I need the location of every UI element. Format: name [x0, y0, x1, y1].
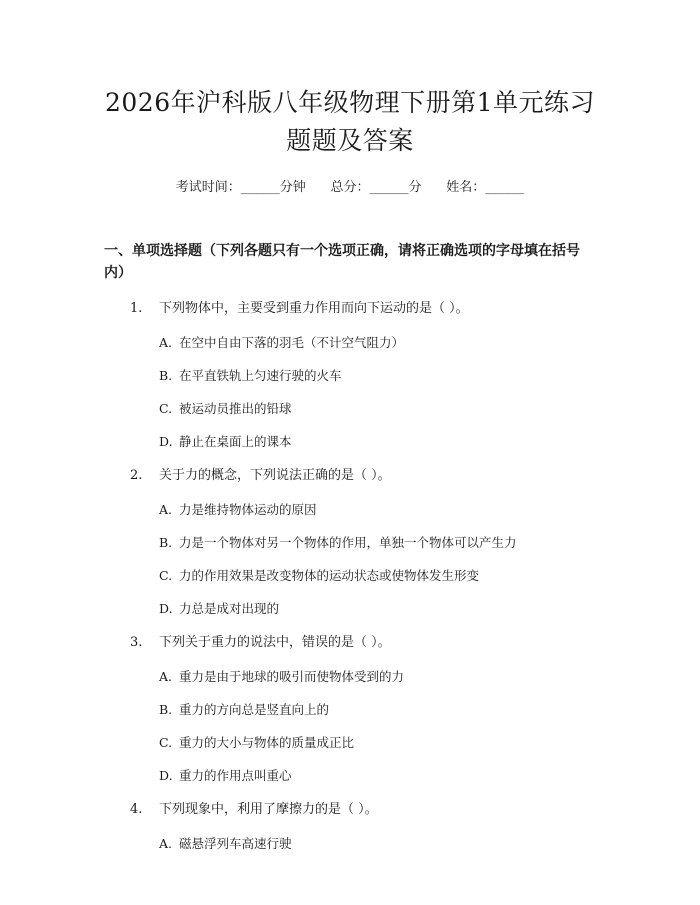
option-a — [104, 834, 596, 853]
question-text: 下列物体中，主要受到重力作用而向下运动的是（ ）。 — [159, 301, 469, 316]
exam-info-line: 考试时间：______分钟 总分：______分 姓名：______ — [175, 180, 525, 195]
document-title — [104, 0, 596, 160]
question-block — [104, 299, 596, 451]
option-c — [104, 733, 596, 752]
option-text: 在平直铁轨上匀速行驶的火车 — [179, 368, 342, 383]
option-a — [104, 333, 596, 352]
question-stem — [104, 800, 596, 820]
option-text: 在空中自由下落的羽毛（不计空气阻力） — [179, 335, 405, 350]
option-letter: D. — [159, 768, 173, 783]
option-letter: A. — [159, 669, 173, 684]
option-a — [104, 500, 596, 519]
option-letter: C. — [159, 401, 173, 416]
question-stem — [104, 633, 596, 653]
section-heading-line-2: 内） — [104, 265, 132, 281]
option-text: 力的作用效果是改变物体的运动状态或使物体发生形变 — [179, 568, 480, 583]
option-letter: A. — [159, 335, 173, 350]
question-text: 关于力的概念，下列说法正确的是（ ）。 — [159, 468, 391, 483]
option-text: 静止在桌面上的课本 — [179, 434, 292, 449]
option-text: 重力的方向总是竖直向上的 — [179, 702, 330, 717]
option-b — [104, 700, 596, 719]
title-line-2: 题题及答案 — [286, 126, 414, 155]
option-d — [104, 432, 596, 451]
option-letter: A. — [159, 836, 173, 851]
option-text: 被运动员推出的铅球 — [179, 401, 292, 416]
question-stem — [104, 466, 596, 486]
title-line-1: 2026年沪科版八年级物理下册第1单元练习 — [104, 88, 596, 117]
option-d — [104, 599, 596, 618]
question-stem — [104, 299, 596, 319]
option-c — [104, 566, 596, 585]
section-heading-line-1: 一、单项选择题（下列各题只有一个选项正确，请将正确选项的字母填在括号 — [104, 243, 580, 259]
option-letter: C. — [159, 568, 173, 583]
question-text: 下列现象中，利用了摩擦力的是（ ）。 — [159, 802, 378, 817]
question-block — [104, 466, 596, 618]
question-block — [104, 633, 596, 785]
option-text: 重力是由于地球的吸引而使物体受到的力 — [179, 669, 405, 684]
option-letter: D. — [159, 434, 173, 449]
option-letter: B. — [159, 535, 173, 550]
option-letter: D. — [159, 601, 173, 616]
option-b — [104, 533, 596, 552]
option-d — [104, 766, 596, 785]
question-block — [104, 800, 596, 853]
section-heading — [104, 240, 596, 284]
option-text: 磁悬浮列车高速行驶 — [179, 836, 292, 851]
option-letter: A. — [159, 502, 173, 517]
option-text: 力是维持物体运动的原因 — [179, 502, 317, 517]
option-text: 力总是成对出现的 — [179, 601, 280, 616]
question-number: 1. — [130, 301, 143, 316]
option-text: 重力的作用点叫重心 — [179, 768, 292, 783]
option-letter: B. — [159, 368, 173, 383]
option-a — [104, 667, 596, 686]
option-letter: C. — [159, 735, 173, 750]
question-number: 2. — [130, 468, 143, 483]
option-letter: B. — [159, 702, 173, 717]
option-text: 力是一个物体对另一个物体的作用，单独一个物体可以产生力 — [179, 535, 517, 550]
option-text: 重力的大小与物体的质量成正比 — [179, 735, 355, 750]
option-c — [104, 399, 596, 418]
question-text: 下列关于重力的说法中，错误的是（ ）。 — [159, 635, 391, 650]
question-number: 4. — [130, 802, 143, 817]
option-b — [104, 366, 596, 385]
question-number: 3. — [130, 635, 143, 650]
